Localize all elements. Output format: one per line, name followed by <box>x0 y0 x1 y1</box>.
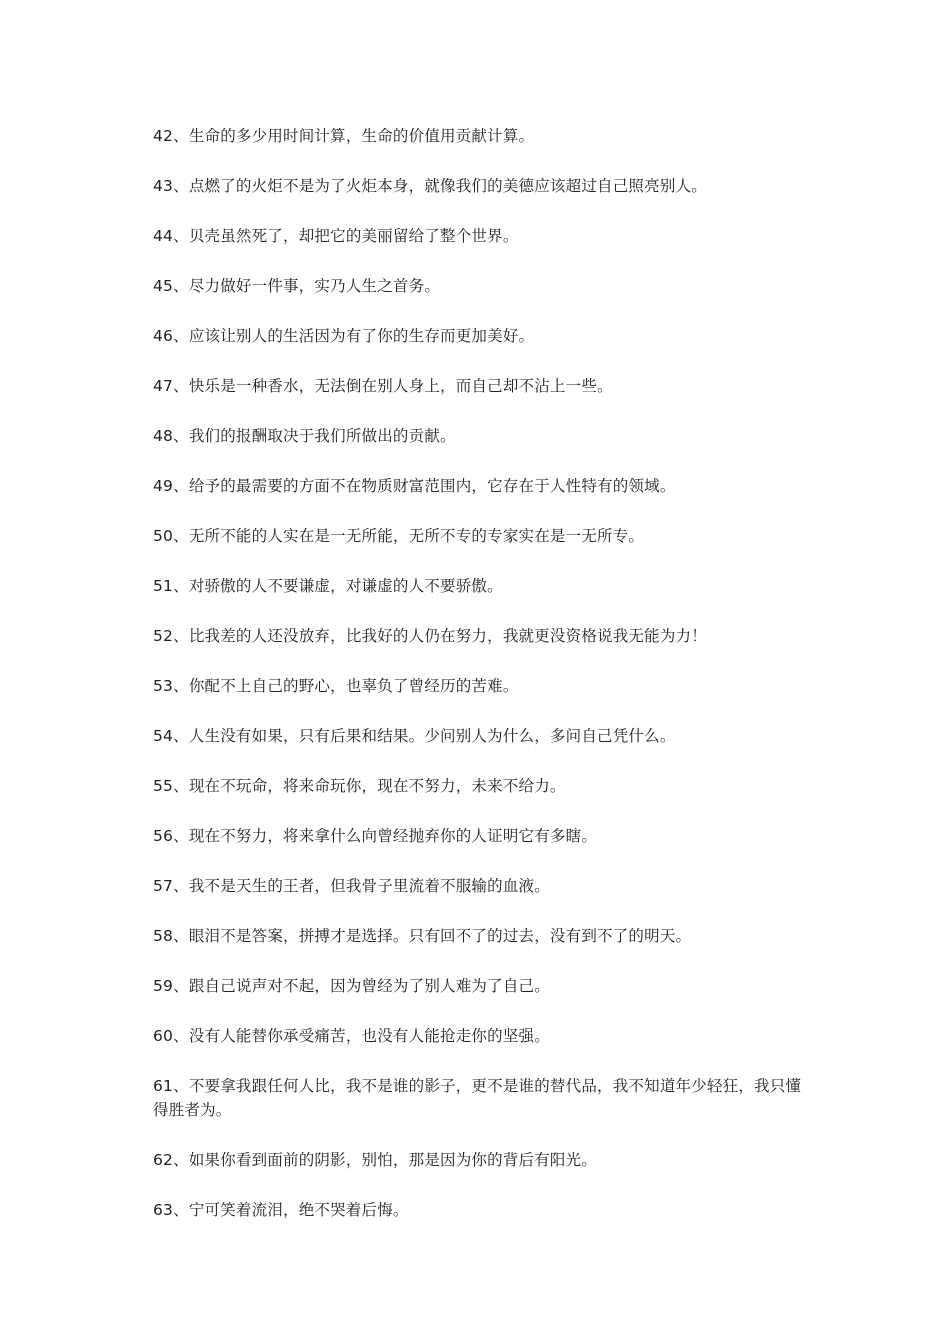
quote-item: 55、现在不玩命，将来命玩你，现在不努力，未来不给力。 <box>153 777 566 795</box>
quote-item: 61、不要拿我跟任何人比，我不是谁的影子，更不是谁的替代品，我不知道年少轻狂，我只懂得胜者为。 <box>153 1077 802 1119</box>
quote-item: 58、眼泪不是答案，拼搏才是选择。只有回不了的过去，没有到不了的明天。 <box>153 927 692 945</box>
quote-item: 45、尽力做好一件事，实乃人生之首务。 <box>153 277 441 295</box>
quote-item: 56、现在不努力，将来拿什么向曾经抛弃你的人证明它有多瞎。 <box>153 827 598 845</box>
quote-item: 50、无所不能的人实在是一无所能，无所不专的专家实在是一无所专。 <box>153 527 645 545</box>
quote-list <box>153 124 803 1248</box>
quote-item: 53、你配不上自己的野心，也辜负了曾经历的苦难。 <box>153 677 519 695</box>
quote-item: 54、人生没有如果，只有后果和结果。少问别人为什么，多问自己凭什么。 <box>153 727 676 745</box>
quote-item: 52、比我差的人还没放弃，比我好的人仍在努力，我就更没资格说我无能为力！ <box>153 627 707 645</box>
quote-item: 62、如果你看到面前的阴影，别怕，那是因为你的背后有阳光。 <box>153 1151 598 1169</box>
quote-item: 46、应该让别人的生活因为有了你的生存而更加美好。 <box>153 327 535 345</box>
quote-item: 43、点燃了的火炬不是为了火炬本身，就像我们的美德应该超过自己照亮别人。 <box>153 177 707 195</box>
quote-item: 48、我们的报酬取决于我们所做出的贡献。 <box>153 427 456 445</box>
quote-item: 60、没有人能替你承受痛苦，也没有人能抢走你的坚强。 <box>153 1027 550 1045</box>
quote-item: 47、快乐是一种香水，无法倒在别人身上，而自己却不沾上一些。 <box>153 377 613 395</box>
quote-item: 49、给予的最需要的方面不在物质财富范围内，它存在于人性特有的领域。 <box>153 477 676 495</box>
quote-item: 42、生命的多少用时间计算，生命的价值用贡献计算。 <box>153 127 535 145</box>
quote-item: 59、跟自己说声对不起，因为曾经为了别人难为了自己。 <box>153 977 550 995</box>
quote-item: 44、贝壳虽然死了，却把它的美丽留给了整个世界。 <box>153 227 519 245</box>
quote-item: 63、宁可笑着流泪，绝不哭着后悔。 <box>153 1201 409 1219</box>
quote-item: 57、我不是天生的王者，但我骨子里流着不服输的血液。 <box>153 877 550 895</box>
quote-item: 51、对骄傲的人不要谦虚，对谦虚的人不要骄傲。 <box>153 577 503 595</box>
